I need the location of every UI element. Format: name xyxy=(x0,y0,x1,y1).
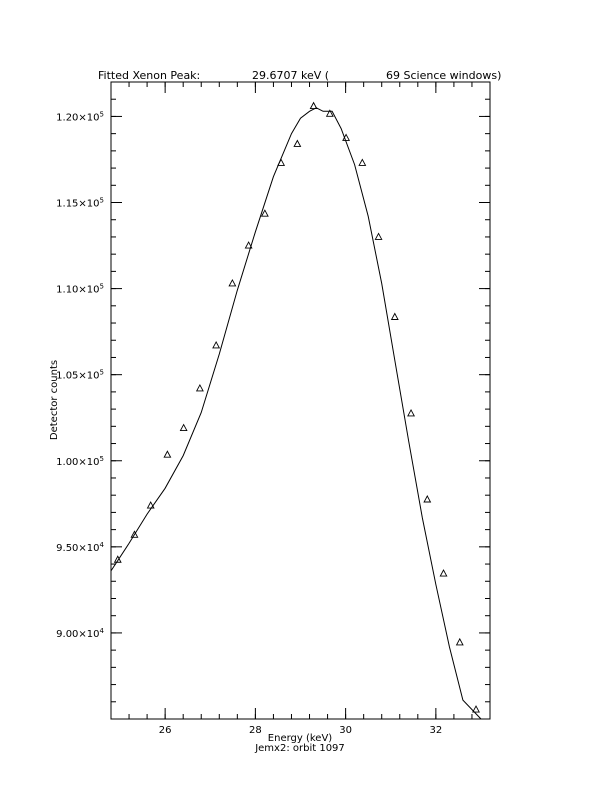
y-tick-mantissa: 1.20×10 xyxy=(56,112,100,124)
data-point-marker xyxy=(473,706,479,712)
x-tick-label: 28 xyxy=(249,725,262,736)
fit-curve-line xyxy=(111,108,481,719)
y-tick-mantissa: 9.50×10 xyxy=(56,542,100,554)
chart-title-energy: 29.6707 keV ( xyxy=(252,69,330,82)
y-tick-mantissa: 1.05×10 xyxy=(56,370,100,382)
x-tick-label: 30 xyxy=(339,725,352,736)
y-tick-exponent: 5 xyxy=(99,368,104,377)
data-point-marker xyxy=(213,342,219,348)
y-tick-mantissa: 1.15×10 xyxy=(56,198,100,210)
data-point-marker xyxy=(457,639,463,645)
chart-title-windows: 69 Science windows) xyxy=(386,69,502,82)
footer-label: Jemx2: orbit 1097 xyxy=(255,743,345,754)
data-point-marker xyxy=(294,140,300,146)
data-point-marker xyxy=(424,496,430,502)
chart-title-label: Fitted Xenon Peak: xyxy=(98,69,201,82)
y-tick-exponent: 5 xyxy=(99,454,104,463)
y-tick-mantissa: 1.10×10 xyxy=(56,284,100,296)
y-axis-label: Detector counts xyxy=(49,359,60,441)
data-point-marker xyxy=(197,385,203,391)
y-tick-exponent: 5 xyxy=(99,282,104,291)
data-point-marker xyxy=(392,314,398,320)
plot-frame xyxy=(111,82,490,719)
y-tick-labels xyxy=(56,110,104,639)
y-tick-mantissa: 9.00×10 xyxy=(56,628,100,640)
data-point-marker xyxy=(310,103,316,109)
x-axis-label: Energy (keV) xyxy=(267,733,333,744)
axis-ticks xyxy=(111,82,490,719)
y-tick-label xyxy=(56,369,104,382)
y-tick-label xyxy=(56,197,104,210)
data-point-marker xyxy=(164,451,170,457)
data-markers xyxy=(115,103,480,712)
y-tick-exponent: 4 xyxy=(99,540,104,549)
data-point-marker xyxy=(440,570,446,576)
y-tick-exponent: 4 xyxy=(99,626,104,635)
data-point-marker xyxy=(180,425,186,431)
data-point-marker xyxy=(229,280,235,286)
x-tick-label: 26 xyxy=(158,725,172,736)
y-tick-exponent: 5 xyxy=(99,110,104,119)
y-tick-mantissa: 1.00×10 xyxy=(56,456,100,468)
y-tick-label xyxy=(56,110,104,123)
y-tick-label xyxy=(56,541,104,554)
x-tick-label: 32 xyxy=(429,725,443,736)
y-tick-label xyxy=(56,627,104,640)
y-tick-exponent: 5 xyxy=(99,196,104,205)
y-tick-label xyxy=(56,455,104,468)
y-tick-label xyxy=(56,283,104,296)
data-point-marker xyxy=(408,410,414,416)
data-point-marker xyxy=(359,159,365,165)
data-point-marker xyxy=(375,233,381,239)
